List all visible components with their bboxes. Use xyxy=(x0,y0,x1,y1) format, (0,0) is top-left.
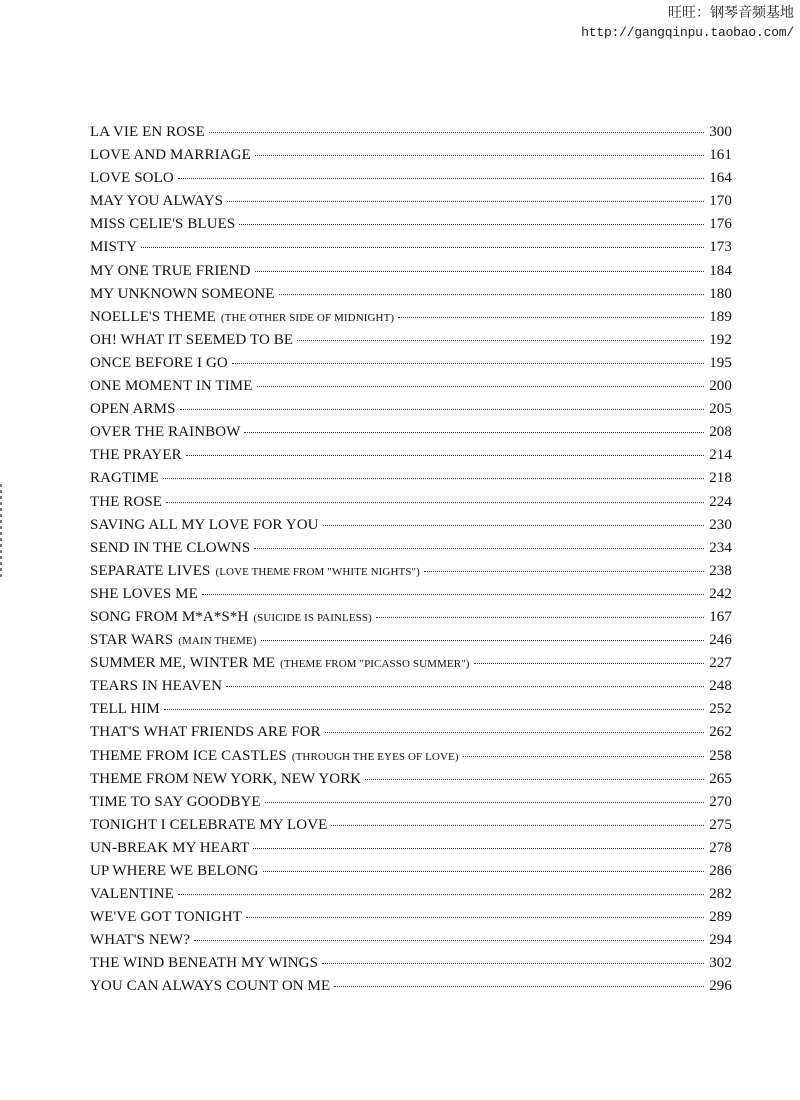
watermark-url: http://gangqinpu.taobao.com/ xyxy=(581,25,794,40)
entry-title: THE ROSE xyxy=(90,493,163,510)
entry-page-number: 164 xyxy=(709,170,732,187)
dot-leader xyxy=(255,155,704,156)
dot-leader xyxy=(463,756,704,757)
entry-title: SEPARATE LIVES xyxy=(90,562,211,579)
entry-title: ONCE BEFORE I GO xyxy=(90,354,228,371)
toc-entry xyxy=(90,701,732,724)
toc-entry xyxy=(90,286,732,309)
entry-title: WE'VE GOT TONIGHT xyxy=(90,909,242,926)
entry-page-number: 192 xyxy=(709,331,732,348)
toc-entry xyxy=(90,424,732,447)
entry-title: THE WIND BENEATH MY WINGS xyxy=(90,955,319,972)
dot-leader xyxy=(227,201,704,202)
dot-leader xyxy=(263,871,704,872)
entry-subtitle: (THEME FROM "PICASSO SUMMER") xyxy=(280,658,470,671)
entry-page-number: 224 xyxy=(709,493,732,510)
entry-page-number: 189 xyxy=(709,308,732,325)
entry-page-number: 258 xyxy=(709,747,732,764)
entry-page-number: 230 xyxy=(709,516,732,533)
entry-title: MY UNKNOWN SOMEONE xyxy=(90,285,275,302)
dot-leader xyxy=(424,571,704,572)
toc-entry xyxy=(90,378,732,401)
dot-leader xyxy=(322,963,704,964)
entry-page-number: 262 xyxy=(709,724,732,741)
dot-leader xyxy=(253,848,704,849)
toc-entry xyxy=(90,540,732,563)
entry-title: NOELLE'S THEME xyxy=(90,308,216,325)
dot-leader xyxy=(194,940,704,941)
entry-title: RAGTIME xyxy=(90,470,160,487)
entry-subtitle: (MAIN THEME) xyxy=(178,635,257,648)
dot-leader xyxy=(178,894,704,895)
entry-title: THEME FROM NEW YORK, NEW YORK xyxy=(90,770,362,787)
entry-page-number: 275 xyxy=(709,816,732,833)
dot-leader xyxy=(376,617,704,618)
entry-title: MISS CELIE'S BLUES xyxy=(90,216,236,233)
entry-page-number: 218 xyxy=(709,470,732,487)
entry-title: TELL HIM xyxy=(90,701,160,718)
entry-title: MISTY xyxy=(90,239,138,256)
entry-page-number: 176 xyxy=(709,216,732,233)
entry-title: STAR WARS xyxy=(90,632,174,649)
entry-title: SUMMER ME, WINTER ME xyxy=(90,655,276,672)
entry-page-number: 252 xyxy=(709,701,732,718)
entry-title: LA VIE EN ROSE xyxy=(90,124,205,140)
dot-leader xyxy=(178,178,704,179)
entry-title: TONIGHT I CELEBRATE MY LOVE xyxy=(90,816,328,833)
dot-leader xyxy=(180,409,704,410)
entry-page-number: 205 xyxy=(709,401,732,418)
entry-title: TEARS IN HEAVEN xyxy=(90,678,223,695)
entry-title: SEND IN THE CLOWNS xyxy=(90,539,251,556)
entry-subtitle: (THROUGH THE EYES OF LOVE) xyxy=(291,750,459,763)
dot-leader xyxy=(239,224,704,225)
dot-leader xyxy=(261,640,705,641)
entry-page-number: 208 xyxy=(709,424,732,441)
dot-leader xyxy=(246,917,704,918)
dot-leader xyxy=(244,432,704,433)
toc-entry xyxy=(90,563,732,586)
dot-leader xyxy=(232,363,704,364)
entry-title: ONE MOMENT IN TIME xyxy=(90,378,253,395)
toc-entry xyxy=(90,494,732,517)
toc-entry xyxy=(90,124,732,147)
entry-title: THE PRAYER xyxy=(90,447,182,464)
entry-page-number: 184 xyxy=(709,262,732,279)
entry-subtitle: (THE OTHER SIDE OF MIDNIGHT) xyxy=(220,311,395,324)
entry-title: WHAT'S NEW? xyxy=(90,932,191,949)
entry-page-number: 173 xyxy=(709,239,732,256)
toc-entry xyxy=(90,517,732,540)
entry-page-number: 248 xyxy=(709,678,732,695)
entry-subtitle: (LOVE THEME FROM "WHITE NIGHTS") xyxy=(215,565,420,578)
entry-page-number: 300 xyxy=(709,124,732,140)
toc-entry xyxy=(90,263,732,286)
toc-entry xyxy=(90,355,732,378)
toc-entry xyxy=(90,840,732,863)
dot-leader xyxy=(202,594,704,595)
toc-entry xyxy=(90,678,732,701)
entry-title: THEME FROM ICE CASTLES xyxy=(90,747,287,764)
toc-entry xyxy=(90,147,732,170)
toc-entry xyxy=(90,794,732,817)
entry-page-number: 278 xyxy=(709,839,732,856)
entry-page-number: 265 xyxy=(709,770,732,787)
toc-entry xyxy=(90,609,732,632)
dot-leader xyxy=(323,525,704,526)
toc-entry xyxy=(90,886,732,909)
toc-entry xyxy=(90,170,732,193)
entry-page-number: 195 xyxy=(709,354,732,371)
toc-entry xyxy=(90,863,732,886)
entry-page-number: 286 xyxy=(709,863,732,879)
toc-entry xyxy=(90,909,732,932)
entry-page-number: 282 xyxy=(709,886,732,903)
toc-entry xyxy=(90,748,732,771)
entry-title: OPEN ARMS xyxy=(90,401,176,418)
entry-page-number: 296 xyxy=(709,978,732,995)
toc-entry xyxy=(90,978,732,1001)
dot-leader xyxy=(254,548,704,549)
entry-title: SONG FROM M*A*S*H xyxy=(90,608,249,625)
toc-entry xyxy=(90,216,732,239)
entry-page-number: 289 xyxy=(709,909,732,926)
dot-leader xyxy=(255,271,704,272)
dot-leader xyxy=(398,317,704,318)
dot-leader xyxy=(186,455,704,456)
toc-entry xyxy=(90,724,732,747)
entry-page-number: 170 xyxy=(709,193,732,210)
dot-leader xyxy=(166,502,704,503)
dot-leader xyxy=(365,779,704,780)
entry-title: VALENTINE xyxy=(90,886,174,903)
toc-entry xyxy=(90,470,732,493)
entry-title: SAVING ALL MY LOVE FOR YOU xyxy=(90,516,319,533)
toc-entry xyxy=(90,193,732,216)
entry-page-number: 242 xyxy=(709,585,732,602)
dot-leader xyxy=(164,709,704,710)
entry-page-number: 161 xyxy=(709,147,732,164)
toc-entry xyxy=(90,932,732,955)
entry-page-number: 246 xyxy=(709,632,732,649)
entry-page-number: 180 xyxy=(709,285,732,302)
toc-entry xyxy=(90,309,732,332)
entry-title: THAT'S WHAT FRIENDS ARE FOR xyxy=(90,724,321,741)
dot-leader xyxy=(279,294,704,295)
toc-entry xyxy=(90,817,732,840)
entry-title: UP WHERE WE BELONG xyxy=(90,863,259,879)
toc-entry xyxy=(90,955,732,978)
entry-title: YOU CAN ALWAYS COUNT ON ME xyxy=(90,978,331,995)
entry-title: TIME TO SAY GOODBYE xyxy=(90,793,261,810)
entry-page-number: 227 xyxy=(709,655,732,672)
entry-page-number: 234 xyxy=(709,539,732,556)
entry-title: MAY YOU ALWAYS xyxy=(90,193,224,210)
entry-title: OH! WHAT IT SEEMED TO BE xyxy=(90,331,294,348)
entry-title: LOVE AND MARRIAGE xyxy=(90,147,251,164)
toc-entry xyxy=(90,401,732,424)
entry-subtitle: (SUICIDE IS PAINLESS) xyxy=(253,611,372,624)
watermark-shop-name: 旺旺：钢琴音频基地 xyxy=(668,6,794,21)
dot-leader xyxy=(257,386,705,387)
entry-page-number: 270 xyxy=(709,793,732,810)
dot-leader xyxy=(226,686,704,687)
dot-leader xyxy=(474,663,704,664)
dot-leader xyxy=(141,247,704,248)
toc-entry xyxy=(90,239,732,262)
entry-page-number: 302 xyxy=(709,955,732,972)
table-of-contents xyxy=(90,124,732,1002)
watermark xyxy=(581,4,794,42)
toc-entry xyxy=(90,447,732,470)
toc-entry xyxy=(90,771,732,794)
entry-page-number: 167 xyxy=(709,608,732,625)
dot-leader xyxy=(209,132,704,133)
entry-page-number: 238 xyxy=(709,562,732,579)
entry-title: SHE LOVES ME xyxy=(90,585,198,602)
dot-leader xyxy=(297,340,704,341)
entry-page-number: 214 xyxy=(709,447,732,464)
entry-title: UN-BREAK MY HEART xyxy=(90,839,250,856)
entry-title: LOVE SOLO xyxy=(90,170,174,187)
dot-leader xyxy=(331,825,704,826)
dot-leader xyxy=(265,802,704,803)
dot-leader xyxy=(325,732,704,733)
entry-page-number: 200 xyxy=(709,378,732,395)
entry-title: MY ONE TRUE FRIEND xyxy=(90,262,251,279)
toc-entry xyxy=(90,655,732,678)
entry-title: OVER THE RAINBOW xyxy=(90,424,241,441)
entry-page-number: 294 xyxy=(709,932,732,949)
dot-leader xyxy=(334,986,704,987)
dot-leader xyxy=(163,478,704,479)
toc-entry xyxy=(90,586,732,609)
margin-scan-mark xyxy=(0,484,2,580)
toc-entry xyxy=(90,632,732,655)
toc-entry xyxy=(90,332,732,355)
